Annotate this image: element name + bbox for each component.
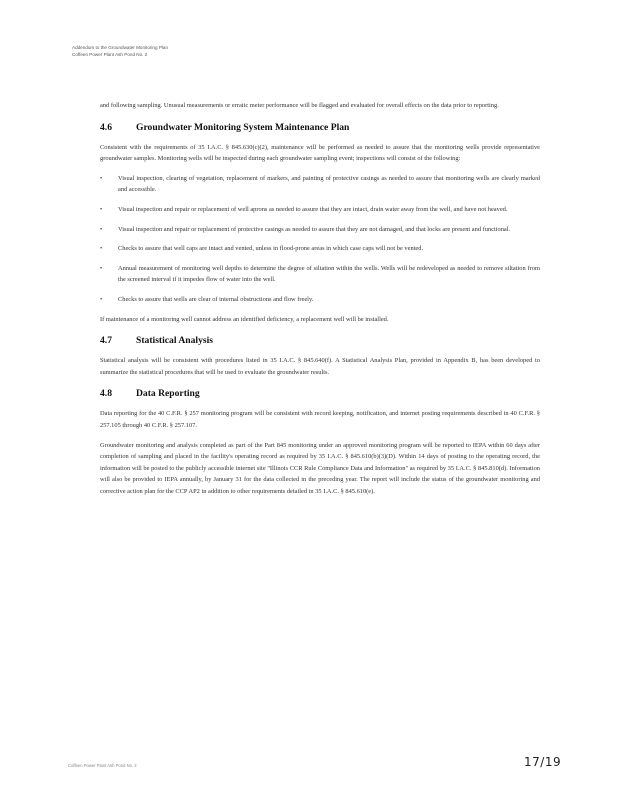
section-number: 4.8 [100, 388, 112, 400]
section-title: Statistical Analysis [136, 335, 214, 347]
list-item: • Visual inspection and repair or replacement of well aprons as needed to assure that they are intact, drain water away from the well, and have not heaved. [100, 204, 540, 216]
list-item: • Annual measurement of monitoring well depths to determine the degree of siltation within the wells. Wells will be redeveloped as needed to remove siltation from the screened interval if it impedes flow of water into the well. [100, 263, 540, 286]
section-number: 4.6 [100, 121, 112, 133]
list-item: • Checks to assure that well caps are intact and vented, unless in flood-prone areas in which case caps will not be vented. [100, 243, 540, 255]
intro-paragraph: and following sampling. Unusual measurements or erratic meter performance will be flagged and evaluated for overall effects on the data prior to reporting. [100, 102, 499, 109]
page-number: 17/19 [524, 755, 562, 769]
document-body [100, 100, 540, 505]
page-header [72, 44, 372, 58]
list-item: • Checks to assure that wells are clear of internal obstructions and flow freely. [100, 294, 540, 306]
header-line-1: Addendum to the Groundwater Monitoring Plan [72, 45, 169, 50]
section-paragraph: Data reporting for the 40 C.F.R. § 257 monitoring program will be consistent with record keeping, notification, and internet posting requirements described in 40 C.F.R. § 257.105 through 40 C.F.R. § 257.107. [100, 410, 540, 429]
section-number: 4.7 [100, 335, 112, 347]
section-heading-4-7 [100, 335, 540, 347]
section-paragraph: Consistent with the requirements of 35 I.A.C. § 845.630(c)(2), maintenance will be performed as needed to assure that the monitoring wells provide representative groundwater samples. Monitoring wells will be inspected during each groundwater sampling event; inspections will consist of the following: [100, 143, 540, 163]
section-title: Data Reporting [136, 388, 200, 400]
header-line-2: Coffeen Power Plant Ash Pond No. 2 [72, 52, 148, 57]
section-heading-4-8 [100, 388, 540, 400]
footer-text: Coffeen Power Plant Ash Pond No. 2 [68, 763, 137, 768]
list-item: • Visual inspection, clearing of vegetation, replacement of markers, and painting of protective casings as needed to assure that monitoring wells are clearly marked and accessible. [100, 173, 540, 196]
inspection-list [100, 173, 540, 306]
section-paragraph: If maintenance of a monitoring well cannot address an identified deficiency, a replacement well will be installed. [100, 315, 389, 323]
section-paragraph: Statistical analysis will be consistent with procedures listed in 35 I.A.C. § 845.640(f). A Statistical Analysis Plan, provided in Appendix B, has been developed to summarize the statistical procedures that will be used to evaluate the groundwater results. [100, 357, 540, 376]
section-heading-4-6 [100, 122, 540, 134]
section-title: Groundwater Monitoring System Maintenance Plan [136, 121, 350, 133]
list-item: • Visual inspection and repair or replacement of protective casings as needed to assure that they are not damaged, and that locks are present and functional. [100, 224, 540, 236]
section-paragraph: Groundwater monitoring and analysis completed as part of the Part 845 monitoring under an approved monitoring program will be reported to IEPA within 60 days after completion of sampling and placed in the facility's operating record as required by 35 I.A.C. § 845.610(b)(3)(D). Within 14 days of posting to the operating record, the information will be posted to the publicly accessible internet site "Illinois CCR Rule Compliance Data and Information" as required by 35 I.A.C. § 845.810(d). Information will also be provided to IEPA annually, by January 31 for the data collected in the preceding year. The report will include the status of the groundwater monitoring and corrective action plan for the CCP AP2 in addition to other requirements detailed in 35 I.A.C. § 845.610(e). [100, 441, 540, 495]
